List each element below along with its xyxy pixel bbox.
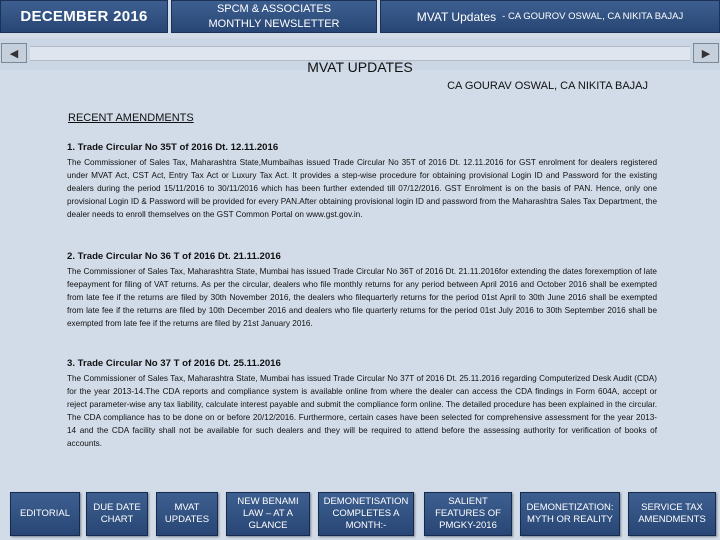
amendment-item-1 xyxy=(67,142,657,221)
section-heading: RECENT AMENDMENTS xyxy=(68,112,194,124)
nav-service-tax-button[interactable]: SERVICE TAX AMENDMENTS xyxy=(628,492,716,536)
nav-myth-reality-button[interactable]: DEMONETIZATION: MYTH OR REALITY xyxy=(520,492,620,536)
amendment-body: The Commissioner of Sales Tax, Maharashtra State, Mumbai has issued Trade Circular No 36T of 2016 Dt. 21.11.2016for extending the dates forexemption of late feepayment for filing of VAT returns. As per the circular, dealers who file monthly returns for any period between April 2016 and October 2016 shall be exempted from late fee if the returns are filed by 30th November 2016, the dealers who filequarterly returns for the period 01st April to 30th June 2016 shall be exempted from late fee if the returns are filed by 10th December 2016 and dealers who file quarterly returns for the period 01st July 2016 to 30th September 2016 shall be exempted from late fee if the returns are filed by 21st January 2016. xyxy=(67,267,657,329)
nav-editorial-button[interactable]: EDITORIAL xyxy=(10,492,80,536)
amendment-item-2 xyxy=(67,251,657,330)
footer-navigation xyxy=(0,486,720,540)
nav-due-date-chart-button[interactable]: DUE DATE CHART xyxy=(86,492,148,536)
nav-demonetisation-month-button[interactable]: DEMONETISATION COMPLETES A MONTH:- xyxy=(318,492,414,536)
amendment-title: 2. Trade Circular No 36 T of 2016 Dt. 21.11.2016 xyxy=(67,251,281,262)
section-header-label: MVAT Updates xyxy=(416,9,497,24)
header-bar xyxy=(0,0,720,33)
section-header xyxy=(380,0,720,33)
section-header-authors: - CA GOUROV OSWAL, CA NIKITA BAJAJ xyxy=(502,11,684,22)
triangle-left-icon: ◀ xyxy=(9,47,19,60)
authors-line: CA GOURAV OSWAL, CA NIKITA BAJAJ xyxy=(447,80,648,92)
newsletter-title xyxy=(171,0,377,33)
newsletter-title-line1: SPCM & ASSOCIATES xyxy=(216,2,332,15)
nav-benami-law-button[interactable]: NEW BENAMI LAW – AT A GLANCE xyxy=(226,492,310,536)
amendment-title: 1. Trade Circular No 35T of 2016 Dt. 12.11.2016 xyxy=(67,142,279,153)
amendment-body: The Commissioner of Sales Tax, Maharashtra State, Mumbai has issued Trade Circular No 37T of 2016 Dt. 25.11.2016 regarding Computerized Desk Audit (CDA) for the year 2013-14.The CDA reports and compliance system is available online from where the dealer can access the CDA findings in Form 604A, accept or reject parameter-wise any tax liability, calculate interest payable and submit the compliance form online. The detailed procedure has been explained in the circular. The CDA compliance has to be done on or before 20/12/2016. Furthermore, certain cases have been selected for comprehensive assessment for the year 2013-14 and the CDA facility shall not be available for such dealers and they will be required to attend before the assessing authority for verification of books of accounts. xyxy=(67,374,657,449)
amendment-item-3 xyxy=(67,358,657,451)
nav-mvat-updates-button[interactable]: MVAT UPDATES xyxy=(156,492,218,536)
month-label: DECEMBER 2016 xyxy=(0,0,168,33)
nav-pmgky-button[interactable]: SALIENT FEATURES OF PMGKY-2016 xyxy=(424,492,512,536)
amendment-body: The Commissioner of Sales Tax, Maharashtra State,Mumbaihas issued Trade Circular No 35T of 2016 Dt. 12.11.2016 for GST enrolment for dealers registered under MVAT Act, CST Act, Entry Tax Act or Luxury Tax Act. It provides a step-wise procedure for obtaining provisional Login ID and Password for the existing dealers during the period 15/11/2016 to 30/11/2016 which has been further extended till 07/12/2016. GST Enrolment is on the basis of PAN. Hence, only one provisional Login ID & Password will be provided for every PAN.After obtaining provisional login ID and password from the Maharashtra Sales Tax Department, the dealer needs to enroll themselves on the GST Common Portal on www.gst.gov.in. xyxy=(67,158,657,220)
newsletter-title-line2: MONTHLY NEWSLETTER xyxy=(208,17,340,30)
triangle-right-icon: ▶ xyxy=(701,47,711,60)
page-title: MVAT UPDATES xyxy=(307,59,413,75)
amendment-title: 3. Trade Circular No 37 T of 2016 Dt. 25.11.2016 xyxy=(67,358,281,369)
